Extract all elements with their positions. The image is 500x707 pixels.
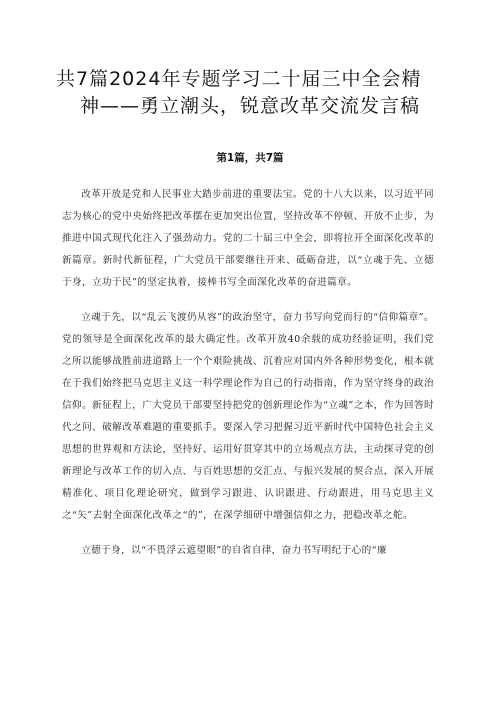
document-title-line-1: 共7篇2024年专题学习二十届三中全会精 bbox=[56, 68, 422, 90]
section-heading: 第1篇，共7篇 bbox=[216, 152, 284, 164]
document-title bbox=[56, 66, 446, 120]
document-title-line-2: 神——勇立潮头，锐意改革交流发言稿 bbox=[80, 95, 421, 117]
document-body bbox=[62, 184, 434, 575]
paragraph-1: 改革开放是党和人民事业大踏步前进的重要法宝。党的十八大以来，以习近平同志为核心的党中央始终把改革摆在更加突出位置，坚持改革不停顿、开放不止步，为推进中国式现代化注入了强劲动力。党的二十届三中全会，即将拉开全面深化改革的新篇章。新时代新征程，广大党员干部要继往开来、砥砺奋进，以“立魂于先、立德于身，立功于民”的坚定执着，接棒书写全面深化改革的奋进篇章。 bbox=[62, 189, 434, 288]
paragraph-2: 立魂于先，以“乱云飞渡仍从容”的政治坚守，奋力书写向党而行的“信仰篇章”。党的领导是全面深化改革的最大确定性。改革开放40余载的成功经验证明，我们党之所以能够战胜前进道路上一个个艰险挑战、沉着应对国内外各种形势变化，根本就在于我们始终把马克思主义这一科学理论作为自己的行动指南，作为坚守终身的政治信仰。新征程上，广大党员干部要坚持把党的创新理论作为“立魂”之本，作为回答时代之问、破解改革难题的重要抓手。要深入学习把握习近平新时代中国特色社会主义思想的世界观和方法论，坚持好、运用好贯穿其中的立场观点方法，主动探寻党的创新理论与改革工作的切入点、与百姓思想的交汇点、与振兴发展的契合点，深入开展精准化、项目化理论研究，做到学习跟进、认识跟进、行动跟进，用马克思主义之“矢”去射全面深化改革之“的”，在深学细研中增强信仰之力，把稳改革之舵。 bbox=[62, 312, 434, 521]
paragraph-3: 立德于身，以“不畏浮云遮望眼”的自省自律，奋力书写明纪于心的“廉 bbox=[81, 545, 387, 556]
